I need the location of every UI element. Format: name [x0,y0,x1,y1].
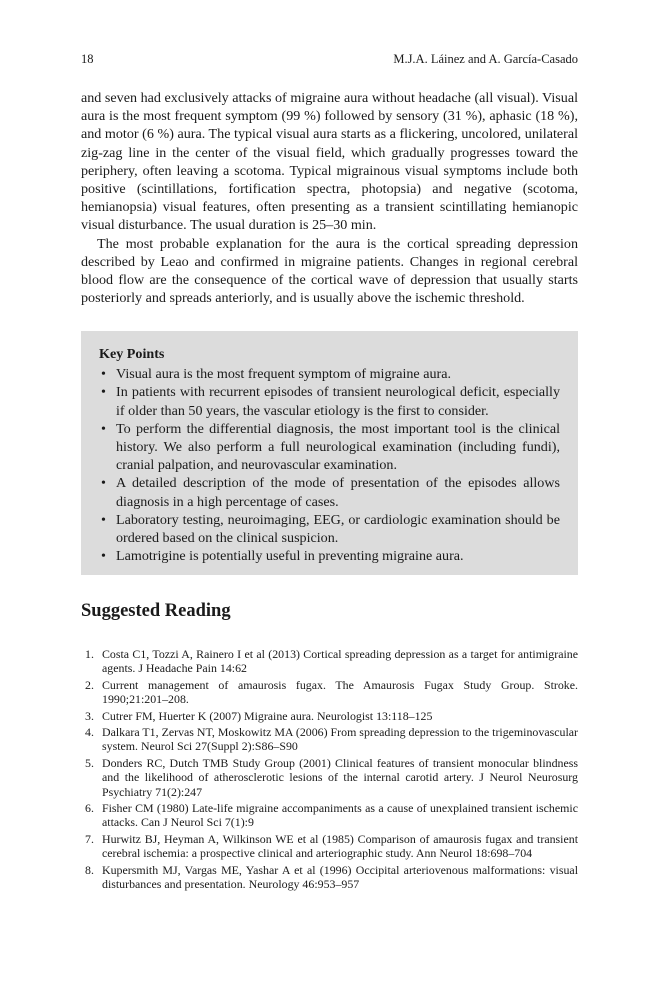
running-header-authors: M.J.A. Láinez and A. García-Casado [393,52,578,66]
reference-text: Kupersmith MJ, Vargas ME, Yashar A et al (1996) Occipital arteriovenous malformations: visual disturbances and presentation. Neurology 46:953–957 [102,862,578,892]
reference-number: 7. [85,831,94,846]
reference-item [81,756,578,799]
reference-number: 2. [85,677,94,692]
paragraph: The most probable explanation for the aura is the cortical spreading depression described by Leao and confirmed in migraine patients. Changes in regional cerebral blood flow are the consequence of the cortical wave of depression that usually starts posteriorly and spreads anteriorly, and is usually above the ischemic threshold. [81,235,578,307]
paragraph: and seven had exclusively attacks of migraine aura without headache (all visual). Visual aura is the most frequent symptom (99 %) followed by sensory (31 %), aphasic (18 %), and motor (6 %) aura. The typical visual aura starts as a flickering, uncolored, unilateral zig-zag line in the center of the visual field, which gradually progresses toward the periphery, often leaving a scotoma. Typical migrainous visual symptoms include both positive (scintillations, fortification spectra, photopsia) and negative (scotoma, hemianopsia) visual features, often presenting as a transient scintillating hemianopic visual disturbance. The usual duration is 25–30 min. [81,90,578,234]
reference-text: Hurwitz BJ, Heyman A, Wilkinson WE et al (1985) Comparison of amaurosis fugax and transient cerebral ischemia: a prospective clinical and arteriographic study. Ann Neurol 18:698–704 [102,831,578,861]
key-point-item: • Visual aura is the most frequent symptom of migraine aura. [99,365,560,383]
reference-item [81,709,578,723]
reference-item [81,832,578,861]
reference-item [81,801,578,830]
running-header [81,52,578,67]
reference-item [81,647,578,676]
reference-number: 4. [85,725,94,740]
reference-item [81,863,578,892]
reference-item [81,725,578,754]
reference-text: Fisher CM (1980) Late-life migraine accompaniments as a cause of unexplained transient ischemic attacks. Can J Neurol Sci 7(1):9 [102,801,578,830]
reference-text: Costa C1, Tozzi A, Rainero I et al (2013) Cortical spreading depression as a target for antimigraine agents. J Headache Pain 14:62 [102,647,578,676]
key-point-item: • Laboratory testing, neuroimaging, EEG, or cardiologic examination should be ordered based on the clinical suspicion. [99,511,560,547]
reference-number: 3. [85,708,94,723]
section-title: Suggested Reading [81,601,231,621]
page-number: 18 [81,52,94,66]
reference-text: Dalkara T1, Zervas NT, Moskowitz MA (2006) From spreading depression to the trigeminovascular system. Neurol Sci 27(Suppl 2):S86–S90 [102,725,578,754]
key-point-item: • To perform the differential diagnosis, the most important tool is the clinical history. We also perform a full neurological examination (including fundi), cranial palpation, and neurovascular examination. [99,420,560,475]
reference-number: 5. [85,755,94,770]
reference-item [81,678,578,707]
reference-number: 1. [85,647,94,661]
reference-number: 6. [85,801,94,816]
reference-text: Current management of amaurosis fugax. The Amaurosis Fugax Study Group. Stroke. 1990;21:201–208. [102,677,578,707]
reference-text: Donders RC, Dutch TMB Study Group (2001) Clinical features of transient monocular blindness and the likelihood of atherosclerotic lesions of the internal carotid artery. J Neurol Neurosurg Psychiatry 71(2):247 [102,755,578,799]
key-point-item: • In patients with recurrent episodes of transient neurological deficit, especially if older than 50 years, the vascular etiology is the first to consider. [99,383,560,419]
key-points-list [99,365,560,565]
reference-number: 8. [85,862,94,877]
reference-list [81,647,578,894]
key-points-box [81,331,578,575]
key-point-item: • Lamotrigine is potentially useful in preventing migraine aura. [99,547,560,565]
body-text [81,89,578,307]
key-point-item: • A detailed description of the mode of presentation of the episodes allows diagnosis in a high percentage of cases. [99,474,560,510]
key-points-title: Key Points [99,346,165,362]
reference-text: Cutrer FM, Huerter K (2007) Migraine aura. Neurologist 13:118–125 [102,708,433,723]
